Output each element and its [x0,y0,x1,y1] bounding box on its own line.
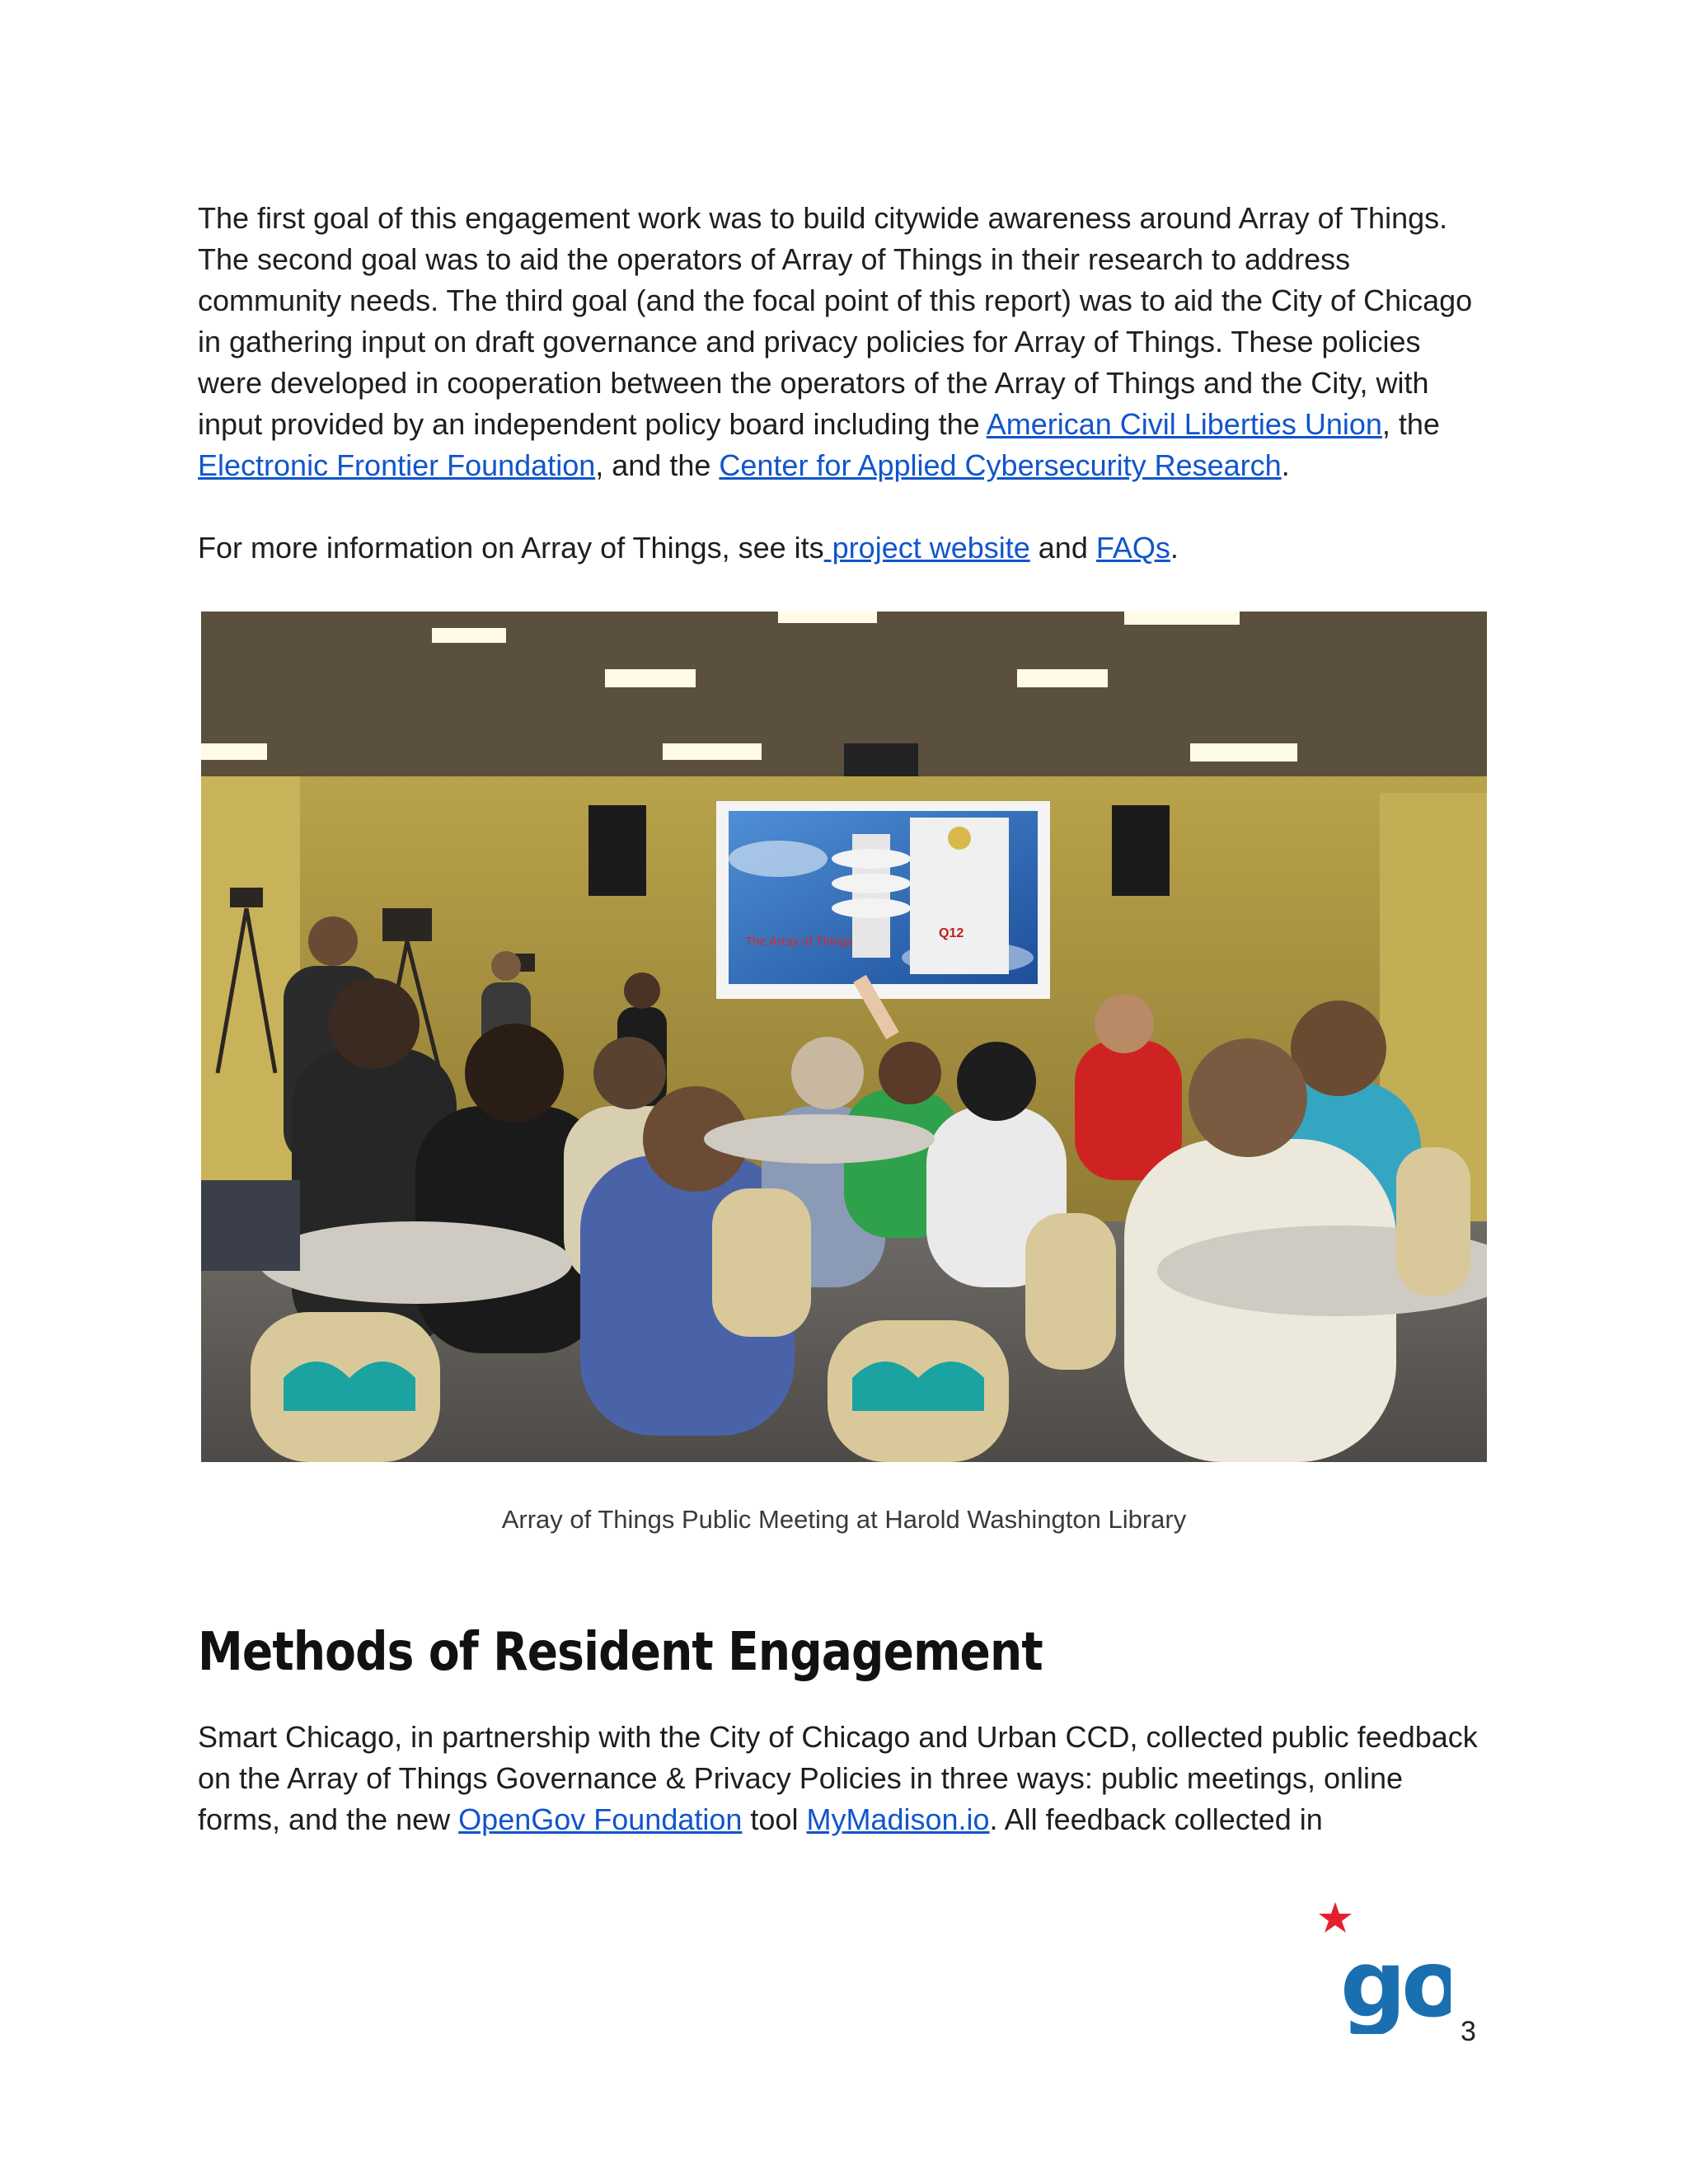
laptop [201,1180,300,1271]
more-info-paragraph [198,527,1484,569]
page-number: 3 [1461,2016,1476,2047]
mymadison-link[interactable]: MyMadison.io [806,1802,990,1836]
paragraph-text: . [1170,531,1179,565]
eff-link[interactable]: Electronic Frontier Foundation [198,448,596,482]
paragraph-text: and [1029,531,1096,565]
smart-chicago-go-logo [1319,1902,1451,2034]
photo-caption: Array of Things Public Meeting at Harold Washington Library [501,1505,1187,1534]
intro-paragraph [198,198,1484,486]
paragraph-text: , the [1381,407,1440,441]
faqs-link[interactable]: FAQs [1095,531,1170,565]
opengov-foundation-link[interactable]: OpenGov Foundation [458,1802,743,1836]
speaker [1112,805,1170,896]
paragraph-text: For more information on Array of Things, see its [198,531,824,565]
paragraph-text: Smart Chicago, in partnership with the City of Chicago and Urban CCD, collected public feedback on the Array of Things Governance & Privacy Policies in three ways: public meetings, online forms, and the new [198,1720,1478,1836]
cacr-link[interactable]: Center for Applied Cybersecurity Research [719,448,1282,482]
paragraph-text: . All feedback collected in [989,1802,1323,1836]
aclu-link[interactable]: American Civil Liberties Union [986,407,1382,441]
chicago-star-icon [1319,1902,1352,1933]
aot-node-graphic [832,818,1009,974]
screen-badge: Q12 [939,926,964,940]
paragraph-text: . [1281,448,1290,482]
logo-text: go [1340,1931,1451,2034]
screen-title: The Array of Things [745,935,853,949]
methods-paragraph [198,1717,1484,1840]
public-meeting-photo [201,612,1487,1462]
project-website-link[interactable]: project website [823,531,1030,565]
paragraph-text: The first goal of this engagement work was to build citywide awareness around Array of Things. The second goal was to aid the operators of Array of Things in their research to address community needs. The third goal (and the focal point of this report) was to aid the City of Chicago in gathering input on draft governance and privacy policies for Array of Things. These policies were developed in cooperation between the operators of the Array of Things and the City, with input provided by an independent policy board including the [198,201,1473,441]
projector [844,743,918,776]
paragraph-text: , and the [595,448,720,482]
paragraph-text: tool [742,1802,807,1836]
speaker [588,805,646,896]
section-heading: Methods of Resident Engagement [198,1622,1043,1683]
meeting-illustration [201,612,1487,1462]
